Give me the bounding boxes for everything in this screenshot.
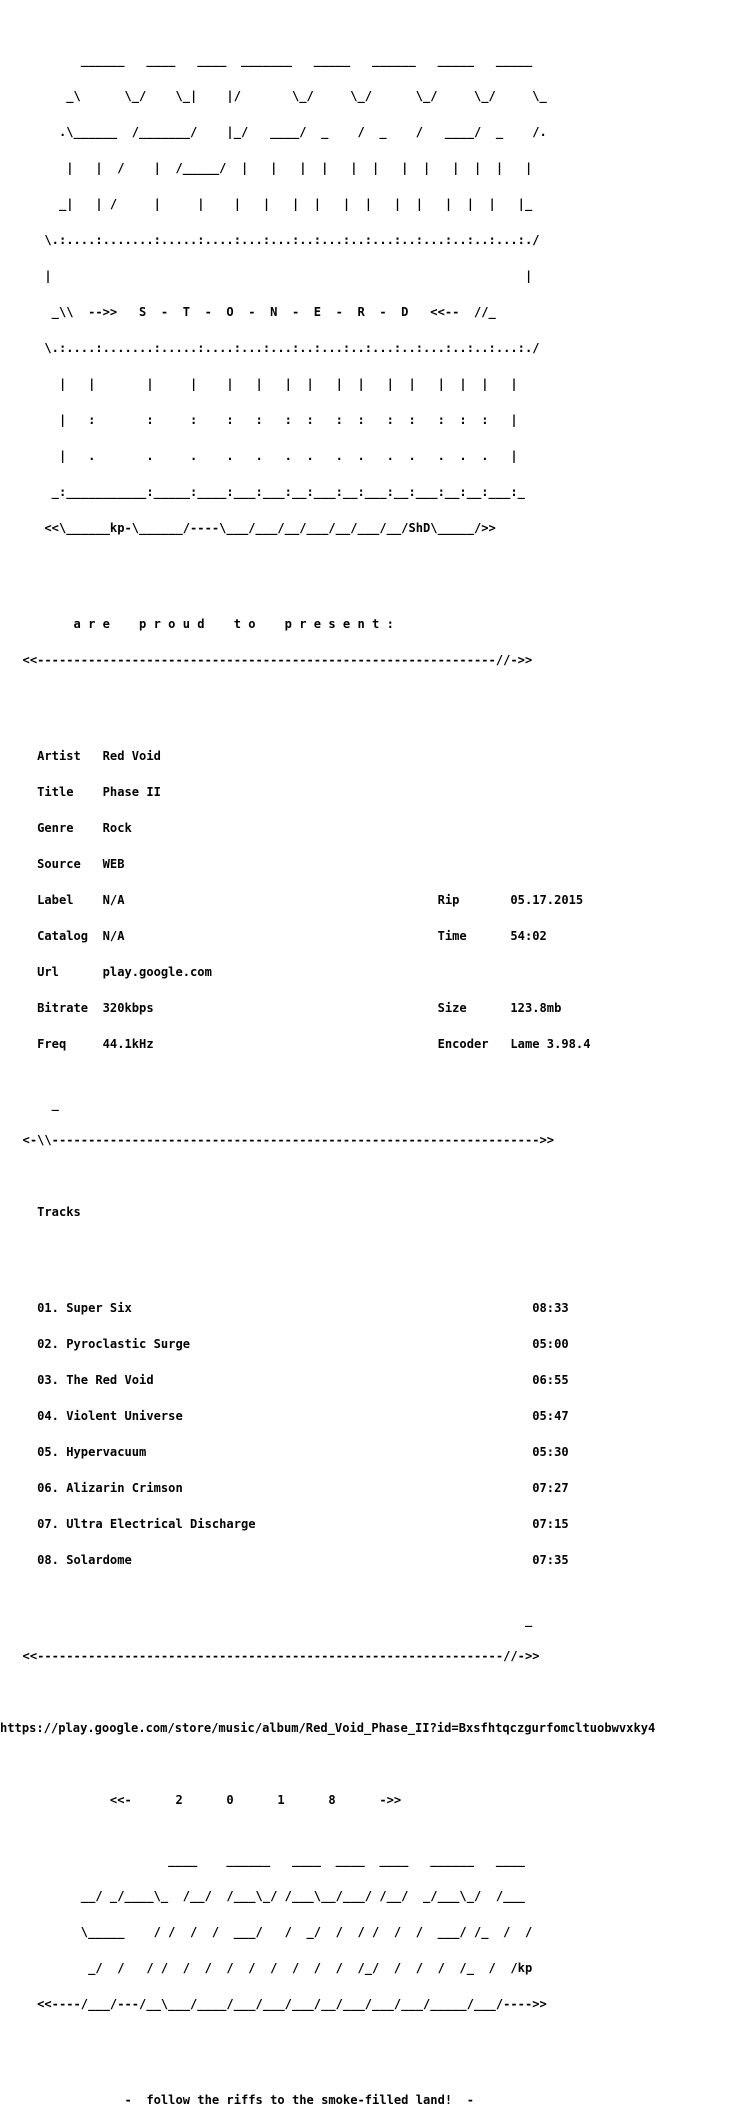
logo-line: _| | / | | | | | | | | | | | | | |_ — [8, 197, 533, 211]
info-row: Bitrate 320kbps Size 123.8mb — [8, 1001, 562, 1015]
release-info — [8, 726, 736, 1074]
divider-accent: _ — [8, 1613, 533, 1627]
track-row: 02. Pyroclastic Surge 05:00 — [8, 1337, 569, 1351]
logo-line: \_____ / / / / ___/ / _/ / / / / / ___/ /_ / / — [8, 1925, 533, 1939]
track-row: 01. Super Six 08:33 — [8, 1301, 569, 1315]
logo-line: <<\______kp-\______/----\___/___/__/___/__/___/__/ShD\_____/>> — [8, 521, 496, 535]
track-row: 08. Solardome 07:35 — [8, 1553, 569, 1567]
nfo-document — [0, 6, 736, 2118]
track-row: 03. The Red Void 06:55 — [8, 1373, 569, 1387]
logo-line: ____ ______ ____ ____ ____ ______ ____ — [8, 1853, 525, 1867]
divider: <<----------------------------------------------------------------//->> — [8, 1649, 540, 1663]
track-row: 05. Hypervacuum 05:30 — [8, 1445, 569, 1459]
info-row: Freq 44.1kHz Encoder Lame 3.98.4 — [8, 1037, 591, 1051]
stonerd-logo — [8, 30, 736, 558]
info-row: Label N/A Rip 05.17.2015 — [8, 893, 584, 907]
info-row: Title Phase II — [8, 785, 161, 799]
info-row: Url play.google.com — [8, 965, 212, 979]
logo-line: ______ ____ ____ _______ _____ ______ _____ _____ — [8, 53, 533, 67]
album-url: https://play.google.com/store/music/album/Red_Void_Phase_II?id=Bxsfhtqczgurfomcltuobwvxky4 — [0, 1721, 656, 1735]
logo-line: .\______ /_______/ |_/ ____/ _ / _ / ____/ _ /. — [8, 125, 547, 139]
logo-line: | | | | | | | | | | | | | | | | — [8, 377, 518, 391]
info-row: Catalog N/A Time 54:02 — [8, 929, 547, 943]
year-line: <<- 2 0 1 8 ->> — [8, 1793, 402, 1807]
track-row: 06. Alizarin Crimson 07:27 — [8, 1481, 569, 1495]
logo-line: _/ / / / / / / / / / / / /_/ / / / /_ / /kp — [8, 1961, 533, 1975]
footer-tagline: - follow the riffs to the smoke-filled land! - — [8, 2093, 474, 2107]
logo-line: | . . . . . . . . . . . . . . | — [8, 449, 518, 463]
track-row: 04. Violent Universe 05:47 — [8, 1409, 569, 1423]
info-row: Genre Rock — [8, 821, 132, 835]
logo-line: _\ \_/ \_| |/ \_/ \_/ \_/ \_/ \_ — [8, 89, 547, 103]
logo-line: \.:....:.......:.....:....:...:...:..:...:..:...:..:...:..:..:...:./ — [8, 341, 540, 355]
divider: <-\\------------------------------------------------------------------->> — [8, 1133, 555, 1147]
logo-line: \.:....:.......:.....:....:...:...:..:...:..:...:..:...:..:..:...:./ — [8, 233, 540, 247]
info-row: Source WEB — [8, 857, 125, 871]
logo-line: _:___________:_____:____:___:___:__:___:__:___:__:___:__:__:___:_ — [8, 485, 525, 499]
divider: <<---------------------------------------------------------------//->> — [8, 653, 533, 667]
logo-line: __/ _/____\_ /__/ /___\_/ /___\__/___/ /__/ _/___\_/ /___ — [8, 1889, 525, 1903]
logo-line: _\\ -->> S - T - O - N - E - R - D <<-- //_ — [8, 305, 496, 319]
logo-line: <<----/___/---/__\___/____/___/___/___/__/___/___/___/_____/___/---->> — [8, 1997, 547, 2011]
track-row: 07. Ultra Electrical Discharge 07:15 — [8, 1517, 569, 1531]
logo-line: | | — [8, 269, 533, 283]
info-row: Artist Red Void — [8, 749, 161, 763]
tracks-heading: Tracks — [8, 1205, 81, 1219]
bottom-logo — [8, 1830, 736, 2034]
divider-accent: _ — [8, 1097, 59, 1111]
track-list — [8, 1278, 736, 1590]
present-heading: a r e p r o u d t o p r e s e n t : — [8, 617, 394, 631]
logo-line: | | / | /_____/ | | | | | | | | | | | | — [8, 161, 533, 175]
logo-line: | : : : : : : : : : : : : : : | — [8, 413, 518, 427]
